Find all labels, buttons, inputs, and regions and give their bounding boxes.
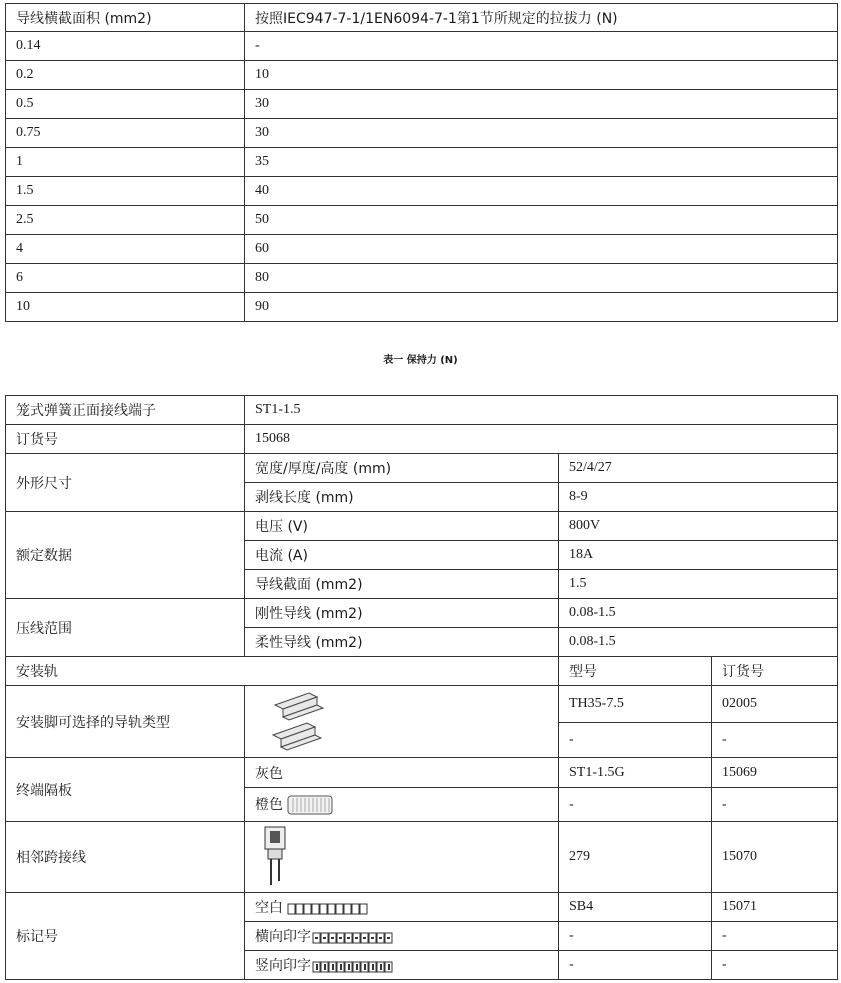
- jumper-image-cell: [245, 822, 559, 893]
- end-label: 终端隔板: [6, 758, 245, 822]
- pull-force-table: [5, 3, 838, 322]
- force-cell: 50: [245, 206, 838, 235]
- marker-name-cell: [245, 893, 559, 922]
- force-cell: 10: [245, 61, 838, 90]
- jumper-order: 15070: [712, 822, 838, 893]
- table-row: [6, 177, 838, 206]
- clamp-label: 压线范围: [6, 599, 245, 657]
- rail-image-cell: [245, 686, 559, 758]
- table-row: [6, 264, 838, 293]
- force-cell: 90: [245, 293, 838, 322]
- table-row: [6, 206, 838, 235]
- rated-value: 1.5: [559, 570, 838, 599]
- foot-order: -: [712, 723, 838, 758]
- table-caption: 表一 保持力 (N): [383, 355, 458, 366]
- end-model: -: [559, 788, 712, 822]
- marker-name-cell: [245, 951, 559, 980]
- table-row: [6, 293, 838, 322]
- table-row: [6, 32, 838, 61]
- dims-name: 剥线长度 (mm): [245, 483, 559, 512]
- table-row: [6, 512, 838, 541]
- rail-order-header: 订货号: [712, 657, 838, 686]
- rated-name: 导线截面 (mm2): [245, 570, 559, 599]
- table-row: [6, 148, 838, 177]
- marker-model: -: [559, 951, 712, 980]
- rated-value: 18A: [559, 541, 838, 570]
- area-cell: 0.75: [6, 119, 245, 148]
- product-value: ST1-1.5: [245, 396, 838, 425]
- table-row: [6, 396, 838, 425]
- area-cell: 0.14: [6, 32, 245, 61]
- force-cell: 35: [245, 148, 838, 177]
- table-row: [6, 822, 838, 893]
- force-cell: 30: [245, 90, 838, 119]
- dims-label: 外形尺寸: [6, 454, 245, 512]
- header-cell: 按照IEC947-7-1/1EN6094-7-1第1节所规定的拉拔力 (N): [245, 4, 838, 32]
- order-value: 15068: [245, 425, 838, 454]
- table-row: [6, 90, 838, 119]
- table-row: [6, 599, 838, 628]
- table-row: [6, 893, 838, 922]
- dims-value: 52/4/27: [559, 454, 838, 483]
- table-row: [6, 119, 838, 148]
- table-header-row: [6, 4, 838, 32]
- clamp-value: 0.08-1.5: [559, 628, 838, 657]
- area-cell: 0.2: [6, 61, 245, 90]
- jumper-icon: [259, 825, 293, 889]
- marker-name: 空白: [255, 900, 283, 916]
- end-plate-icon: [287, 795, 333, 815]
- table-row: [6, 425, 838, 454]
- dims-value: 8-9: [559, 483, 838, 512]
- foot-model: -: [559, 723, 712, 758]
- marker-order: 15071: [712, 893, 838, 922]
- marker-order: -: [712, 951, 838, 980]
- marker-model: SB4: [559, 893, 712, 922]
- end-order: 15069: [712, 758, 838, 788]
- end-name: 橙色: [255, 796, 283, 813]
- table-row: [6, 61, 838, 90]
- force-cell: -: [245, 32, 838, 61]
- force-cell: 80: [245, 264, 838, 293]
- marker-label: 标记号: [6, 893, 245, 980]
- marker-strip-blank-icon: [287, 903, 371, 915]
- area-cell: 1: [6, 148, 245, 177]
- table-row: [6, 686, 838, 723]
- clamp-name: 柔性导线 (mm2): [245, 628, 559, 657]
- foot-label: 安装脚可选择的导轨类型: [6, 686, 245, 758]
- end-name-cell: [245, 758, 559, 788]
- force-cell: 40: [245, 177, 838, 206]
- marker-strip-vertical-icon: [312, 961, 394, 973]
- table-row: [6, 657, 838, 686]
- dims-name: 宽度/厚度/高度 (mm): [245, 454, 559, 483]
- end-name-cell: [245, 788, 559, 822]
- area-cell: 10: [6, 293, 245, 322]
- foot-model: TH35-7.5: [559, 686, 712, 723]
- header-cell: 导线横截面积 (mm2): [6, 4, 245, 32]
- table-row: [6, 758, 838, 788]
- clamp-name: 刚性导线 (mm2): [245, 599, 559, 628]
- order-label: 订货号: [6, 425, 245, 454]
- product-label: 笼式弹簧正面接线端子: [6, 396, 245, 425]
- marker-order: -: [712, 922, 838, 951]
- area-cell: 4: [6, 235, 245, 264]
- marker-name-cell: [245, 922, 559, 951]
- spec-table: [5, 395, 838, 980]
- end-name: 灰色: [255, 765, 283, 782]
- jumper-model: 279: [559, 822, 712, 893]
- end-model: ST1-1.5G: [559, 758, 712, 788]
- clamp-value: 0.08-1.5: [559, 599, 838, 628]
- area-cell: 6: [6, 264, 245, 293]
- foot-order: 02005: [712, 686, 838, 723]
- rail-model-header: 型号: [559, 657, 712, 686]
- force-cell: 30: [245, 119, 838, 148]
- force-cell: 60: [245, 235, 838, 264]
- rail-label: 安装轨: [6, 657, 559, 686]
- table-row: [6, 454, 838, 483]
- marker-name: 竖向印字: [255, 958, 311, 974]
- marker-model: -: [559, 922, 712, 951]
- rated-value: 800V: [559, 512, 838, 541]
- jumper-label: 相邻跨接线: [6, 822, 245, 893]
- marker-name: 横向印字: [255, 929, 311, 945]
- rated-label: 额定数据: [6, 512, 245, 599]
- end-order: -: [712, 788, 838, 822]
- area-cell: 1.5: [6, 177, 245, 206]
- marker-strip-horizontal-icon: [312, 932, 394, 944]
- rated-name: 电流 (A): [245, 541, 559, 570]
- area-cell: 0.5: [6, 90, 245, 119]
- din-rail-icon: [269, 691, 329, 753]
- area-cell: 2.5: [6, 206, 245, 235]
- rated-name: 电压 (V): [245, 512, 559, 541]
- table-row: [6, 235, 838, 264]
